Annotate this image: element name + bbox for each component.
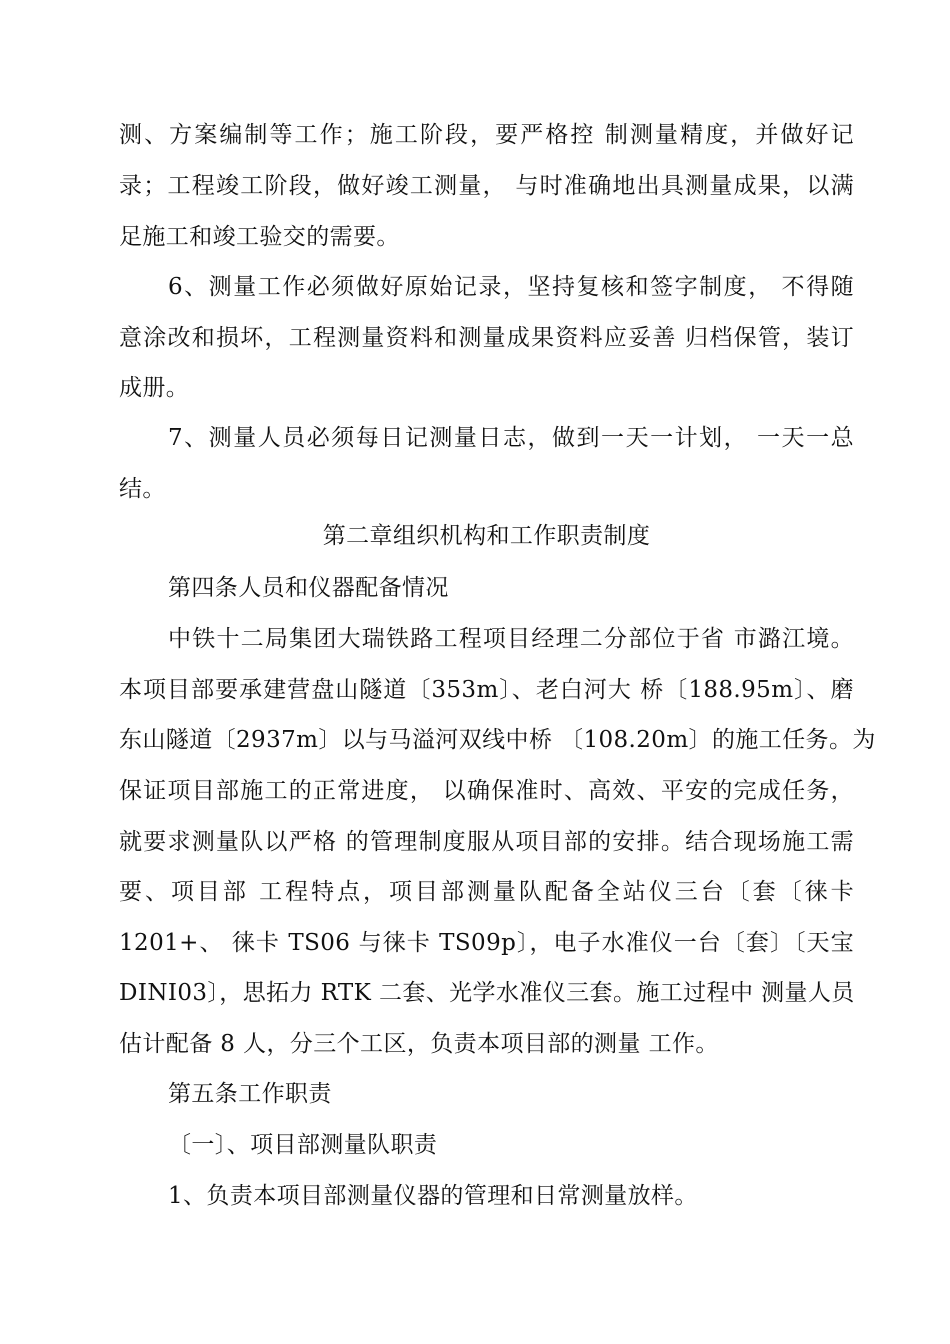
text-line: 东山隧道〔2937m〕以与马溢河双线中桥 〔108.20m〕的施工任务。为	[119, 727, 876, 753]
chapter-heading: 第二章组织机构和工作职责制度	[322, 523, 651, 549]
text-line: 本项目部要承建营盘山隧道〔353m〕、老白河大 桥〔188.95m〕、磨	[119, 677, 854, 703]
text-line: 足施工和竣工验交的需要。	[119, 224, 400, 250]
text-line: 1201+、 徕卡 TS06 与徕卡 TS09p〕，电子水准仪一台〔套〕〔天宝	[119, 930, 854, 956]
text-line: 结。	[119, 476, 166, 502]
text-line: 测、方案编制等工作；施工阶段，要严格控 制测量精度，并做好记	[119, 122, 854, 148]
text-line: 6、测量工作必须做好原始记录，坚持复核和签字制度， 不得随	[168, 274, 854, 300]
text-line: 成册。	[119, 375, 190, 401]
text-line: 意涂改和损坏，工程测量资料和测量成果资料应妥善 归档保管，装订	[119, 325, 854, 351]
text-line: 录；工程竣工阶段，做好竣工测量， 与时准确地出具测量成果，以满	[119, 173, 854, 199]
text-line: 要、项目部 工程特点，项目部测量队配备全站仪三台〔套〔徕卡	[119, 879, 854, 905]
text-line: 就要求测量队以严格 的管理制度服从项目部的安排。结合现场施工需	[119, 829, 854, 855]
text-line: 1、负责本项目部测量仪器的管理和日常测量放样。	[168, 1183, 698, 1209]
section-heading: 第四条人员和仪器配备情况	[168, 575, 449, 601]
text-line: 估计配备 8 人，分三个工区，负责本项目部的测量 工作。	[119, 1031, 719, 1057]
section-heading: 第五条工作职责	[168, 1081, 332, 1107]
subsection-heading: 〔一〕、项目部测量队职责	[168, 1132, 438, 1158]
text-line: 中铁十二局集团大瑞铁路工程项目经理二分部位于省 市潞江境。	[168, 626, 854, 652]
text-line: 保证项目部施工的正常进度， 以确保准时、高效、平安的完成任务，	[119, 778, 854, 804]
text-line: DINI03〕，思拓力 RTK 二套、光学水准仪三套。施工过程中 测量人员	[119, 980, 855, 1006]
text-line: 7、测量人员必须每日记测量日志，做到一天一计划， 一天一总	[168, 425, 854, 451]
